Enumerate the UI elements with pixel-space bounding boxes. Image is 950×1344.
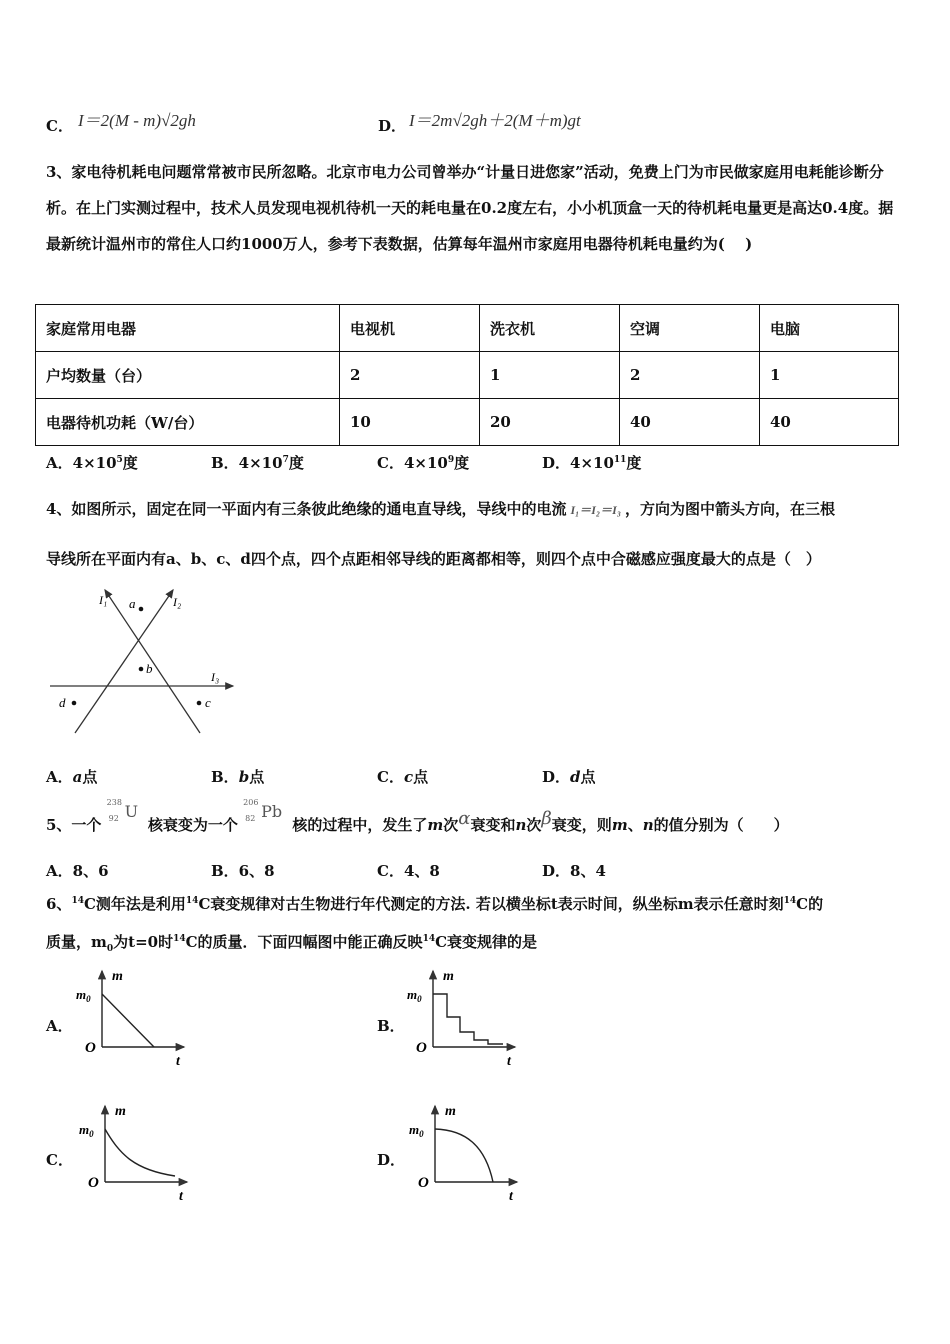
point-b: [139, 667, 144, 672]
table-cell: 电视机: [340, 305, 480, 352]
table-cell: 洗衣机: [480, 305, 620, 352]
q3-option-a-unit: 度: [122, 454, 138, 472]
q5-option-d: D．8、4: [542, 862, 606, 880]
q4-option-d-var: d: [570, 768, 581, 786]
q3-option-b-base: B．4×10: [211, 454, 283, 472]
graph-m0-label: $m_0$: [76, 987, 91, 1004]
q4-option-d-label: D．: [542, 768, 571, 786]
graph-m0-label: $m_0$: [407, 987, 422, 1004]
q4-option-a-var: a: [72, 768, 83, 786]
table-row: [36, 305, 899, 352]
graph-c: [75, 1100, 200, 1205]
q3-option-d: [542, 452, 641, 473]
q6-option-a-label: A．: [46, 1017, 73, 1035]
q3-option-c: [377, 452, 469, 473]
q3-option-b: [211, 452, 304, 473]
q5-text-part: 核的过程中，发生了: [292, 816, 428, 834]
q3-option-d-exp: 11: [613, 455, 627, 465]
pb-symbol: Pb: [261, 802, 283, 821]
graph-axis-m-label: m: [115, 1104, 126, 1119]
q3-option-c-exp: 9: [447, 455, 455, 465]
label-i3: I₃: [211, 670, 220, 684]
graph-origin-label: O: [85, 1040, 96, 1056]
q5-text-part: 核衰变为一个: [147, 816, 238, 834]
graph-axis-t-label: t: [509, 1189, 513, 1204]
graph-origin-label: O: [418, 1175, 429, 1191]
q3-option-b-exp: 7: [282, 455, 289, 465]
table-cell: 2: [340, 352, 480, 399]
lead-nuclide: [243, 798, 287, 832]
pb-atomic-number: 82: [245, 814, 256, 823]
q4-option-d: [542, 766, 596, 787]
u-symbol: U: [124, 802, 139, 821]
point-c: [197, 701, 202, 706]
label-i2: I₂: [173, 595, 182, 609]
q3-option-a-exp: 5: [116, 455, 123, 465]
graph-b: [403, 965, 528, 1070]
q6-text-part: C的质量．下面四幅图中能正确反映: [185, 933, 423, 951]
graph-a-curve: [102, 994, 154, 1047]
q6-text-part: 质量，m: [46, 933, 107, 951]
q6-text-part: C的: [796, 895, 824, 913]
q4-current-equation: I₁＝I₂＝I₃: [570, 503, 622, 517]
q2-option-c-formula: I＝2(M - m)√2gh: [78, 111, 196, 130]
q6-text-part: C衰变规律的是: [435, 933, 538, 951]
q5-text: [46, 798, 789, 835]
q4-text-start: 4、如图所示，固定在同一平面内有三条彼此绝缘的通电直导线，导线中的电流: [46, 500, 567, 518]
q2-option-d-label: D．: [378, 117, 407, 135]
point-d: [72, 701, 77, 706]
q3-option-d-base: D．4×10: [542, 454, 614, 472]
q6-text-part: 为t=0时: [113, 933, 174, 951]
q5-var-m: m: [611, 816, 628, 834]
table-cell: 空调: [620, 305, 760, 352]
q6-option-d-label: D．: [377, 1151, 406, 1169]
point-b-label: b: [146, 661, 153, 676]
q5-var-m: m: [427, 816, 444, 834]
point-d-label: d: [59, 695, 66, 710]
q6-superscript: 14: [783, 896, 797, 906]
q3-option-d-unit: 度: [626, 454, 642, 472]
table-cell: 10: [340, 399, 480, 446]
graph-axis-t-label: t: [176, 1054, 180, 1069]
q3-text: 3、家电待机耗电问题常常被市民所忽略。北京市电力公司曾举办“计量日进您家”活动，免费上门为市民做家庭用电耗能诊断分析。在上门实测过程中，技术人员发现电视机待机一天的耗电量在0.2度左右，小小机顶盒一天的待机耗电量更是高达0.4度。据最新统计温州市的常住人口约1000万人，参考下表数据，估算每年温州市家庭用电器待机耗电量约为( ): [46, 163, 894, 253]
q6-text-part: C测年法是利用: [83, 895, 186, 913]
table-cell: 1: [480, 352, 620, 399]
graph-a: [72, 965, 197, 1070]
q6-text-line1: [46, 893, 823, 914]
q4-text-line2: 导线所在平面内有a、b、c、d四个点，四个点距相邻导线的距离都相等，则四个点中合磁感应强度最大的点是（ ）: [46, 550, 821, 568]
graph-m0-label: $m_0$: [79, 1122, 94, 1139]
q4-text-line1: [46, 498, 835, 519]
q2-option-c-label: C．: [46, 117, 73, 135]
graph-axis-t-label: t: [507, 1054, 511, 1069]
graph-m0-label: $m_0$: [409, 1122, 424, 1139]
q4-wire-figure: [45, 585, 245, 740]
graph-axis-m-label: m: [443, 969, 454, 984]
table-cell: 户均数量（台）: [36, 352, 340, 399]
q5-option-a: A．8、6: [46, 862, 109, 880]
graph-axis-m-label: m: [445, 1104, 456, 1119]
q4-text-mid: ，方向为图中箭头方向，在三根: [625, 500, 836, 518]
wire-i2: [75, 590, 173, 733]
graph-axis-t-label: t: [179, 1189, 183, 1204]
graph-d: [405, 1100, 530, 1205]
pb-mass-number: 206: [243, 798, 259, 807]
point-a-label: a: [129, 596, 136, 611]
q4-option-b-var: b: [238, 768, 250, 786]
graph-axis-m-label: m: [112, 969, 123, 984]
q6-subscript: 0: [106, 944, 114, 954]
q5-option-b: B．6、8: [211, 862, 275, 880]
beta-symbol: β: [541, 808, 552, 829]
q6-option-c-label: C．: [46, 1151, 73, 1169]
uranium-nuclide: [106, 798, 143, 832]
q3-option-b-unit: 度: [288, 454, 304, 472]
q4-option-b-unit: 点: [249, 768, 265, 786]
q5-text-part: 衰变，则: [551, 816, 612, 834]
q4-option-d-unit: 点: [580, 768, 596, 786]
q5-var-n: n: [642, 816, 654, 834]
graph-origin-label: O: [88, 1175, 99, 1191]
q4-option-a-label: A．: [46, 768, 73, 786]
q5-text-part: 次: [443, 816, 459, 834]
q4-option-c-var: c: [403, 768, 414, 786]
q5-var-n: n: [515, 816, 527, 834]
q6-text-part: C衰变规律对古生物进行年代测定的方法. 若以横坐标t表示时间，纵坐标m表示任意时刻: [198, 895, 784, 913]
q4-option-c: [377, 766, 428, 787]
q5-text-part: 、: [627, 816, 643, 834]
table-cell: 1: [760, 352, 899, 399]
q6-superscript: 14: [173, 934, 186, 944]
q6-text-line2: [46, 931, 537, 954]
graph-d-curve: [435, 1129, 493, 1182]
u-atomic-number: 92: [108, 814, 119, 823]
table-cell: 40: [760, 399, 899, 446]
graph-c-curve: [105, 1129, 175, 1176]
table-cell: 电器待机功耗（W/台）: [36, 399, 340, 446]
q3-option-c-unit: 度: [454, 454, 470, 472]
q4-option-a-unit: 点: [82, 768, 98, 786]
table-row: [36, 352, 899, 399]
q6-superscript: 14: [185, 896, 199, 906]
q6-text-part: 6、: [46, 895, 72, 913]
point-a: [139, 607, 144, 612]
q4-option-b-label: B．: [211, 768, 239, 786]
q4-option-b: [211, 766, 264, 787]
graph-origin-label: O: [416, 1040, 427, 1056]
q5-option-c: C．4、8: [377, 862, 440, 880]
point-c-label: c: [205, 695, 211, 710]
q3-option-c-base: C．4×10: [377, 454, 448, 472]
q2-option-d-formula: I＝2m√2gh＋2(M＋m)gt: [409, 111, 581, 130]
alpha-symbol: α: [458, 808, 471, 829]
q5-text-part: 5、一个: [46, 816, 102, 834]
graph-b-curve: [433, 994, 503, 1044]
label-i1: I₁: [99, 593, 108, 607]
u-mass-number: 238: [106, 798, 122, 807]
q3-option-a: [46, 452, 138, 473]
q6-superscript: 14: [422, 934, 436, 944]
table-cell: 2: [620, 352, 760, 399]
q4-option-c-label: C．: [377, 768, 404, 786]
table-cell: 电脑: [760, 305, 899, 352]
q4-option-c-unit: 点: [413, 768, 429, 786]
table-cell: 40: [620, 399, 760, 446]
q5-text-part: 的值分别为（ ）: [653, 816, 789, 834]
q3-option-a-base: A．4×10: [46, 454, 117, 472]
q5-text-part: 衰变和: [470, 816, 516, 834]
q4-option-a: [46, 766, 97, 787]
wire-i1: [105, 590, 200, 733]
q6-option-b-label: B．: [377, 1017, 405, 1035]
table-cell: 20: [480, 399, 620, 446]
table-cell: 家庭常用电器: [36, 305, 340, 352]
appliance-table: [35, 304, 899, 446]
q6-superscript: 14: [71, 896, 84, 906]
q5-text-part: 次: [526, 816, 542, 834]
table-row: [36, 399, 899, 446]
